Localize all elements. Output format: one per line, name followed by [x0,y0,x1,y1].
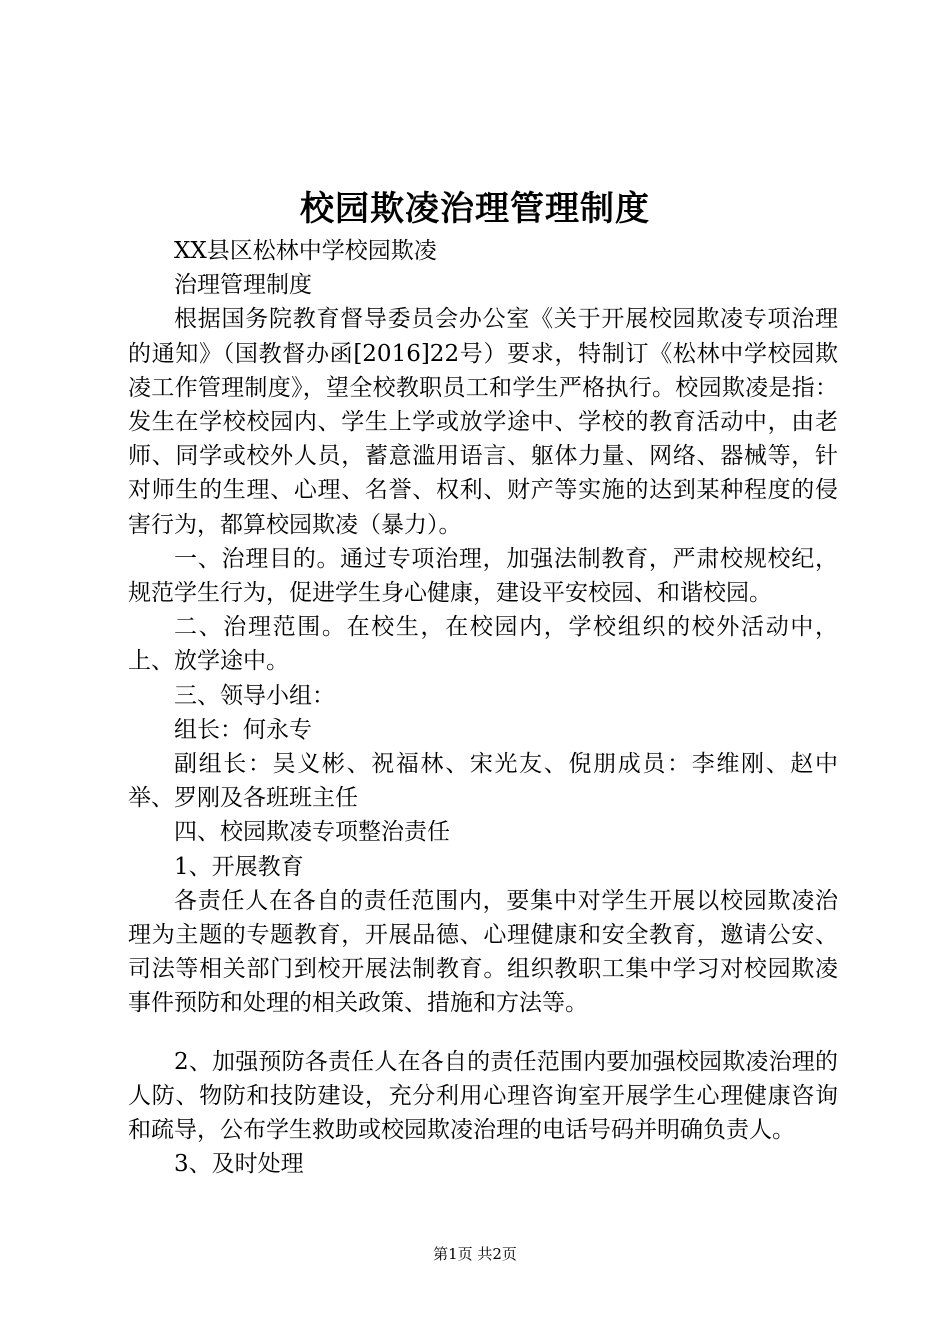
section-leadership-heading: 三、领导小组： [174,682,335,709]
section-purpose: 一、治理目的。通过专项治理，加强法制教育，严肃校规校纪，规范学生行为，促进学生身心健康，建设平安校园、和谐校园。 [128,545,838,607]
section-scope: 二、治理范围。在校生，在校园内，学校组织的校外活动中，上、放学途中。 [128,614,838,675]
page-footer: 第1页 共2页 [433,1245,517,1263]
paragraph-gap [128,1021,838,1045]
subtitle-line-1: XX县区松林中学校园欺凌 [174,238,437,264]
item-handling-heading: 3、及时处理 [174,1151,304,1178]
item-education-heading: 1、开展教育 [174,853,304,880]
document-title: 校园欺凌治理管理制度 [300,189,650,229]
subtitle-line-2: 治理管理制度 [174,272,312,299]
intro-paragraph: 根据国务院教育督导委员会办公室《关于开展校园欺凌专项治理的通知》（国教督办函[2016]22号）要求，特制订《松林中学校园欺凌工作管理制度》，望全校教职员工和学生严格执行。校园欺凌是指：发生在学校校园内、学生上学或放学途中、学校的教育活动中，由老师、同学或校外人员，蓄意滥用语言、躯体力量、网络、器械等，针对师生的生理、心理、名誉、权利、财产等实施的达到某种程度的侵害行为，都算校园欺凌（暴力）。 [128,306,838,538]
section-responsibility-heading: 四、校园欺凌专项整治责任 [174,819,450,846]
item-prevention-paragraph: 2、加强预防各责任人在各自的责任范围内要加强校园欺凌治理的人防、物防和技防建设，充分利用心理咨询室开展学生心理健康咨询和疏导，公布学生救助或校园欺凌治理的电话号码并明确负责人。 [128,1048,838,1144]
leader-line: 组长：何永专 [174,716,312,743]
document-body [128,234,838,1181]
item-education-paragraph: 各责任人在各自的责任范围内，要集中对学生开展以校园欺凌治理为主题的专题教育，开展品德、心理健康和安全教育，邀请公安、司法等相关部门到校开展法制教育。组织教职工集中学习对校园欺凌事件预防和处理的相关政策、措施和方法等。 [128,887,838,1017]
deputy-leader-line: 副组长：吴义彬、祝福林、宋光友、倪朋成员：李维刚、赵中举、罗刚及各班班主任 [128,751,838,812]
